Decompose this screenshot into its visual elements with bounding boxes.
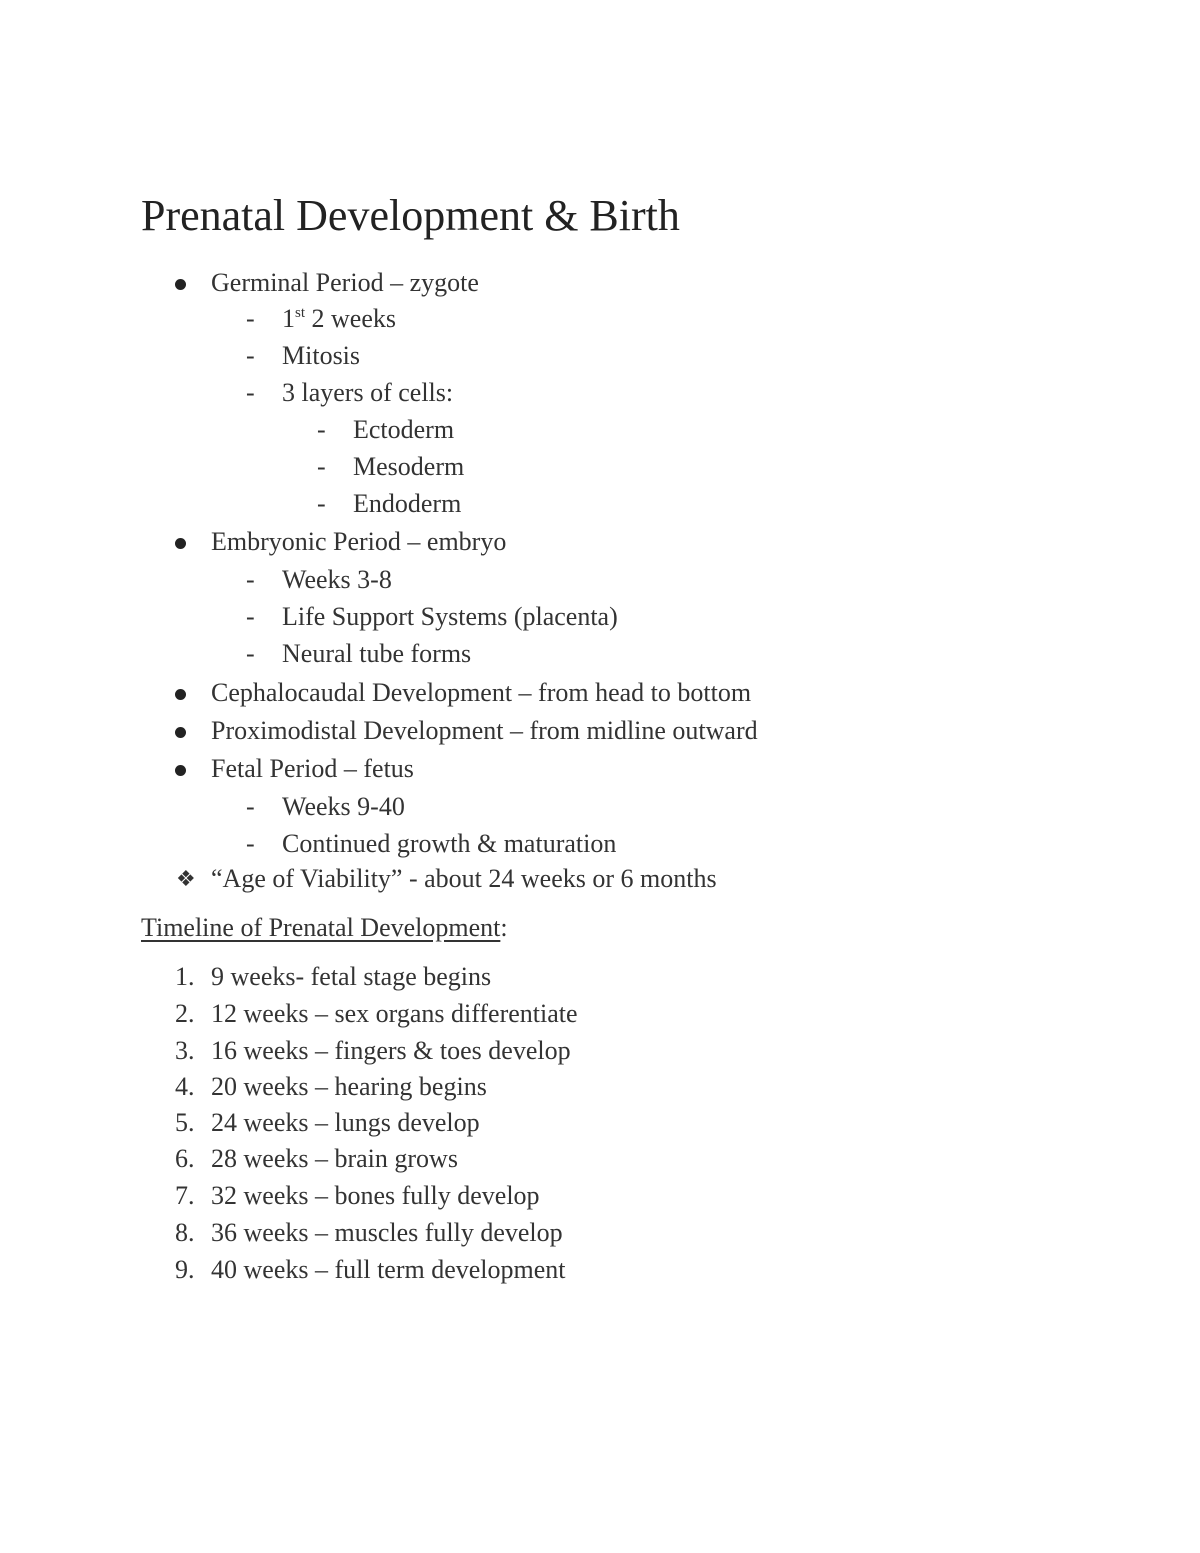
fetal-item-weeks: Weeks 9-40: [282, 792, 405, 821]
list-number: 9.: [175, 1255, 195, 1284]
layer-endoderm: Endoderm: [353, 489, 462, 518]
embryonic-item-neural-tube: Neural tube forms: [282, 639, 472, 668]
timeline-item: 28 weeks – brain grows: [211, 1144, 458, 1173]
dash-icon: -: [246, 829, 255, 858]
timeline-item: 40 weeks – full term development: [211, 1255, 566, 1284]
cephalocaudal-bullet: Cephalocaudal Development – from head to bottom: [211, 678, 752, 707]
dash-icon: -: [246, 565, 255, 594]
fetal-item-growth: Continued growth & maturation: [282, 829, 617, 858]
dash-icon: -: [246, 792, 255, 821]
ordinal-rest: 2 weeks: [305, 304, 396, 333]
dash-icon: -: [246, 378, 255, 407]
bullet-icon: [175, 765, 186, 776]
list-number: 7.: [175, 1181, 195, 1210]
bullet-icon: [175, 538, 186, 549]
dash-icon: -: [317, 452, 326, 481]
proximodistal-bullet: Proximodistal Development – from midline outward: [211, 716, 758, 745]
timeline-item: 36 weeks – muscles fully develop: [211, 1218, 563, 1247]
timeline-item: 12 weeks – sex organs differentiate: [211, 999, 578, 1028]
timeline-heading-colon: :: [500, 913, 508, 942]
dash-icon: -: [246, 602, 255, 631]
list-number: 2.: [175, 999, 195, 1028]
dash-icon: -: [317, 489, 326, 518]
germinal-item-first-weeks: [282, 304, 396, 334]
timeline-item: 24 weeks – lungs develop: [211, 1108, 480, 1137]
embryonic-item-life-support: Life Support Systems (placenta): [282, 602, 618, 631]
dash-icon: -: [246, 341, 255, 370]
bullet-icon: [175, 279, 186, 290]
embryonic-period-heading: Embryonic Period – embryo: [211, 527, 507, 556]
timeline-heading-text: Timeline of Prenatal Development: [141, 913, 501, 942]
dash-icon: -: [246, 639, 255, 668]
fetal-period-heading: Fetal Period – fetus: [211, 754, 414, 783]
embryonic-item-weeks: Weeks 3-8: [282, 565, 392, 594]
list-number: 6.: [175, 1144, 195, 1173]
ordinal-number: 1: [282, 304, 295, 333]
germinal-item-mitosis: Mitosis: [282, 341, 361, 370]
age-of-viability-note: “Age of Viability” - about 24 weeks or 6 months: [211, 864, 717, 893]
diamond-bullet-icon: ❖: [176, 867, 196, 892]
germinal-period-heading: Germinal Period – zygote: [211, 268, 479, 297]
ordinal-suffix: st: [295, 305, 306, 321]
timeline-item: 16 weeks – fingers & toes develop: [211, 1036, 571, 1065]
dash-icon: -: [317, 415, 326, 444]
bullet-icon: [175, 727, 186, 738]
layer-mesoderm: Mesoderm: [353, 452, 465, 481]
timeline-item: 9 weeks- fetal stage begins: [211, 962, 492, 991]
layer-ectoderm: Ectoderm: [353, 415, 455, 444]
timeline-heading: [141, 913, 508, 943]
list-number: 1.: [175, 962, 195, 991]
bullet-icon: [175, 689, 186, 700]
page-title: Prenatal Development & Birth: [141, 191, 680, 240]
list-number: 4.: [175, 1072, 195, 1101]
germinal-item-layers: 3 layers of cells:: [282, 378, 454, 407]
list-number: 3.: [175, 1036, 195, 1065]
list-number: 8.: [175, 1218, 195, 1247]
dash-icon: -: [246, 304, 255, 333]
timeline-item: 20 weeks – hearing begins: [211, 1072, 487, 1101]
list-number: 5.: [175, 1108, 195, 1137]
timeline-item: 32 weeks – bones fully develop: [211, 1181, 540, 1210]
